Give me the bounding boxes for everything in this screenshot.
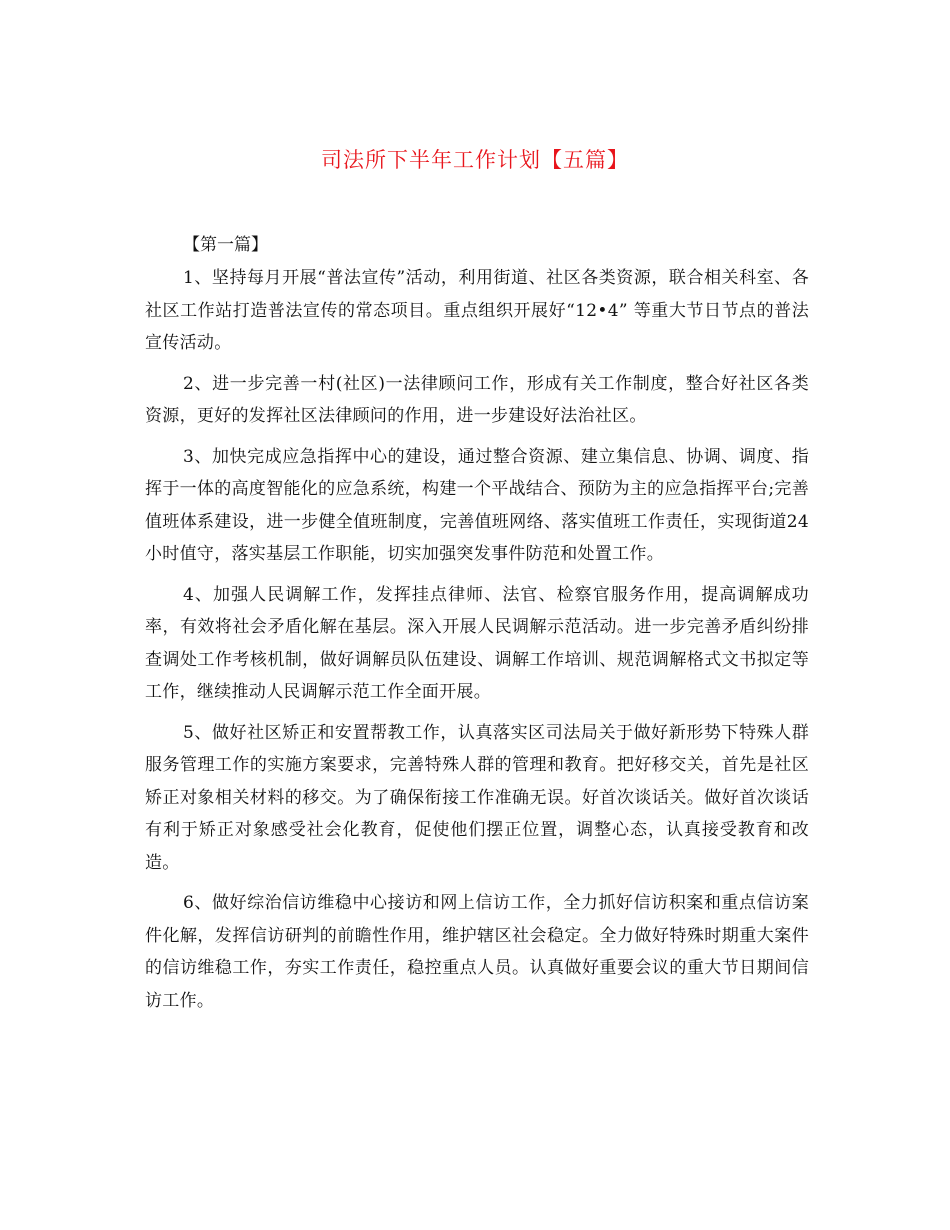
paragraph-3: 3、加快完成应急指挥中心的建设，通过整合资源、建立集信息、协调、调度、指挥于一体的高度智能化的应急系统，构建一个平战结合、预防为主的应急指挥平台;完善值班体系建设，进一步健全值班制度，完善值班网络、落实值班工作责任，实现街道24小时值守，落实基层工作职能，切实加强突发事件防范和处置工作。 — [145, 446, 809, 564]
section-heading: 【第一篇】 — [183, 235, 268, 255]
document-title: 司法所下半年工作计划【五篇】 — [321, 148, 629, 172]
paragraph-6: 6、做好综治信访维稳中心接访和网上信访工作，全力抓好信访积案和重点信访案件化解，发挥信访研判的前瞻性作用，维护辖区社会稳定。全力做好特殊时期重大案件的信访维稳工作，夯实工作责任，稳控重点人员。认真做好重要会议的重大节日期间信访工作。 — [145, 893, 809, 1011]
paragraph-4: 4、加强人民调解工作，发挥挂点律师、法官、检察官服务作用，提高调解成功率，有效将社会矛盾化解在基层。深入开展人民调解示范活动。进一步完善矛盾纠纷排查调处工作考核机制，做好调解员队伍建设、调解工作培训、规范调解格式文书拟定等工作，继续推动人民调解示范工作全面开展。 — [145, 584, 809, 702]
paragraph-5: 5、做好社区矫正和安置帮教工作，认真落实区司法局关于做好新形势下特殊人群服务管理工作的实施方案要求，完善特殊人群的管理和教育。把好移交关，首先是社区矫正对象相关材料的移交。为了确保衔接工作准确无误。好首次谈话关。做好首次谈话有利于矫正对象感受社会化教育，促使他们摆正位置，调整心态，认真接受教育和改造。 — [145, 722, 809, 873]
document-body — [145, 262, 809, 1025]
paragraph-1: 1、坚持每月开展“普法宣传”活动，利用街道、社区各类资源，联合相关科室、各社区工作站打造普法宣传的常态项目。重点组织开展好“12•4” 等重大节日节点的普法宣传活动。 — [145, 268, 809, 353]
paragraph-2: 2、进一步完善一村(社区)一法律顾问工作，形成有关工作制度，整合好社区各类资源，更好的发挥社区法律顾问的作用，进一步建设好法治社区。 — [145, 373, 809, 426]
